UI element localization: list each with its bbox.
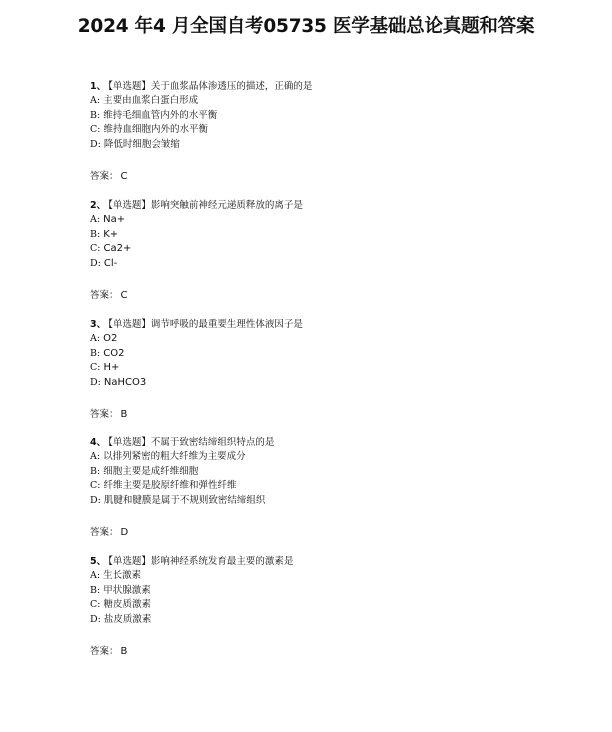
option-c: C: 糖皮质激素 — [90, 599, 152, 611]
option-b: B: CO2 — [90, 347, 125, 359]
question-header — [90, 199, 570, 213]
question-3 — [90, 318, 570, 420]
answer-line — [90, 287, 570, 301]
option-d: D: 降低时细胞会皱缩 — [90, 139, 180, 151]
question-5 — [90, 555, 570, 657]
answer-value: D — [120, 526, 129, 538]
answer-value: C — [120, 170, 128, 182]
option-a: A: 主要由血浆白蛋白形成 — [90, 95, 199, 106]
question-stem: 关于血浆晶体渗透压的描述，正确的是 — [150, 81, 313, 92]
option-a: A: 以排列紧密的粗大纤维为主要成分 — [90, 451, 246, 462]
answer-label: 答案： — [90, 170, 119, 182]
option-d: D: NaHCO3 — [90, 377, 147, 389]
question-type: 【单选题】 — [108, 81, 151, 92]
document-title: 2024 年4 月全国自考05735 医学基础总论真题和答案 — [77, 16, 535, 37]
question-stem: 不属于致密结缔组织特点的是 — [150, 437, 275, 448]
question-header — [90, 436, 570, 450]
question-number: 1、 — [90, 81, 107, 92]
option-d: D: Cl- — [90, 258, 118, 270]
question-number: 2、 — [90, 200, 107, 211]
answer-line — [90, 168, 570, 182]
option-c: C: 维持血细胞内外的水平衡 — [90, 124, 209, 136]
question-2 — [90, 199, 570, 301]
question-number: 3、 — [90, 319, 107, 330]
option-a: A: O2 — [90, 333, 118, 344]
question-type: 【单选题】 — [108, 319, 151, 330]
option-b: B: 维持毛细血管内外的水平衡 — [90, 109, 218, 121]
option-a: A: Na+ — [90, 214, 126, 225]
option-d: D: 盐皮质激素 — [90, 614, 152, 626]
option-b: B: 细胞主要是成纤维细胞 — [90, 465, 199, 477]
question-stem: 影响突触前神经元递质释放的离子是 — [150, 200, 303, 211]
answer-line — [90, 524, 570, 538]
question-number: 4、 — [90, 437, 107, 448]
answer-value: B — [120, 645, 128, 657]
answer-label: 答案： — [90, 289, 119, 301]
question-stem: 影响神经系统发育最主要的激素是 — [150, 556, 294, 567]
question-type: 【单选题】 — [108, 200, 151, 211]
question-stem: 调节呼吸的最重要生理性体液因子是 — [150, 319, 303, 330]
option-b: B: 甲状腺激素 — [90, 584, 151, 596]
option-d: D: 肌腱和腱膜是属于不规则致密结缔组织 — [90, 495, 266, 507]
answer-label: 答案： — [90, 645, 119, 657]
answer-value: C — [120, 289, 128, 301]
answer-line — [90, 406, 570, 420]
question-4 — [90, 436, 570, 538]
option-a: A: 生长激素 — [90, 570, 142, 581]
question-header — [90, 318, 570, 332]
question-type: 【单选题】 — [108, 556, 151, 567]
answer-label: 答案： — [90, 408, 119, 420]
option-b: B: K+ — [90, 228, 119, 240]
question-type: 【单选题】 — [108, 437, 151, 448]
answer-label: 答案： — [90, 526, 119, 538]
question-header — [90, 80, 570, 94]
option-c: C: 纤维主要是胶原纤维和弹性纤维 — [90, 480, 237, 492]
option-c: C: H+ — [90, 362, 120, 374]
question-number: 5、 — [90, 556, 107, 567]
answer-value: B — [120, 408, 128, 420]
answer-line — [90, 643, 570, 657]
question-header — [90, 555, 570, 569]
question-1 — [90, 80, 570, 182]
option-c: C: Ca2+ — [90, 243, 132, 255]
